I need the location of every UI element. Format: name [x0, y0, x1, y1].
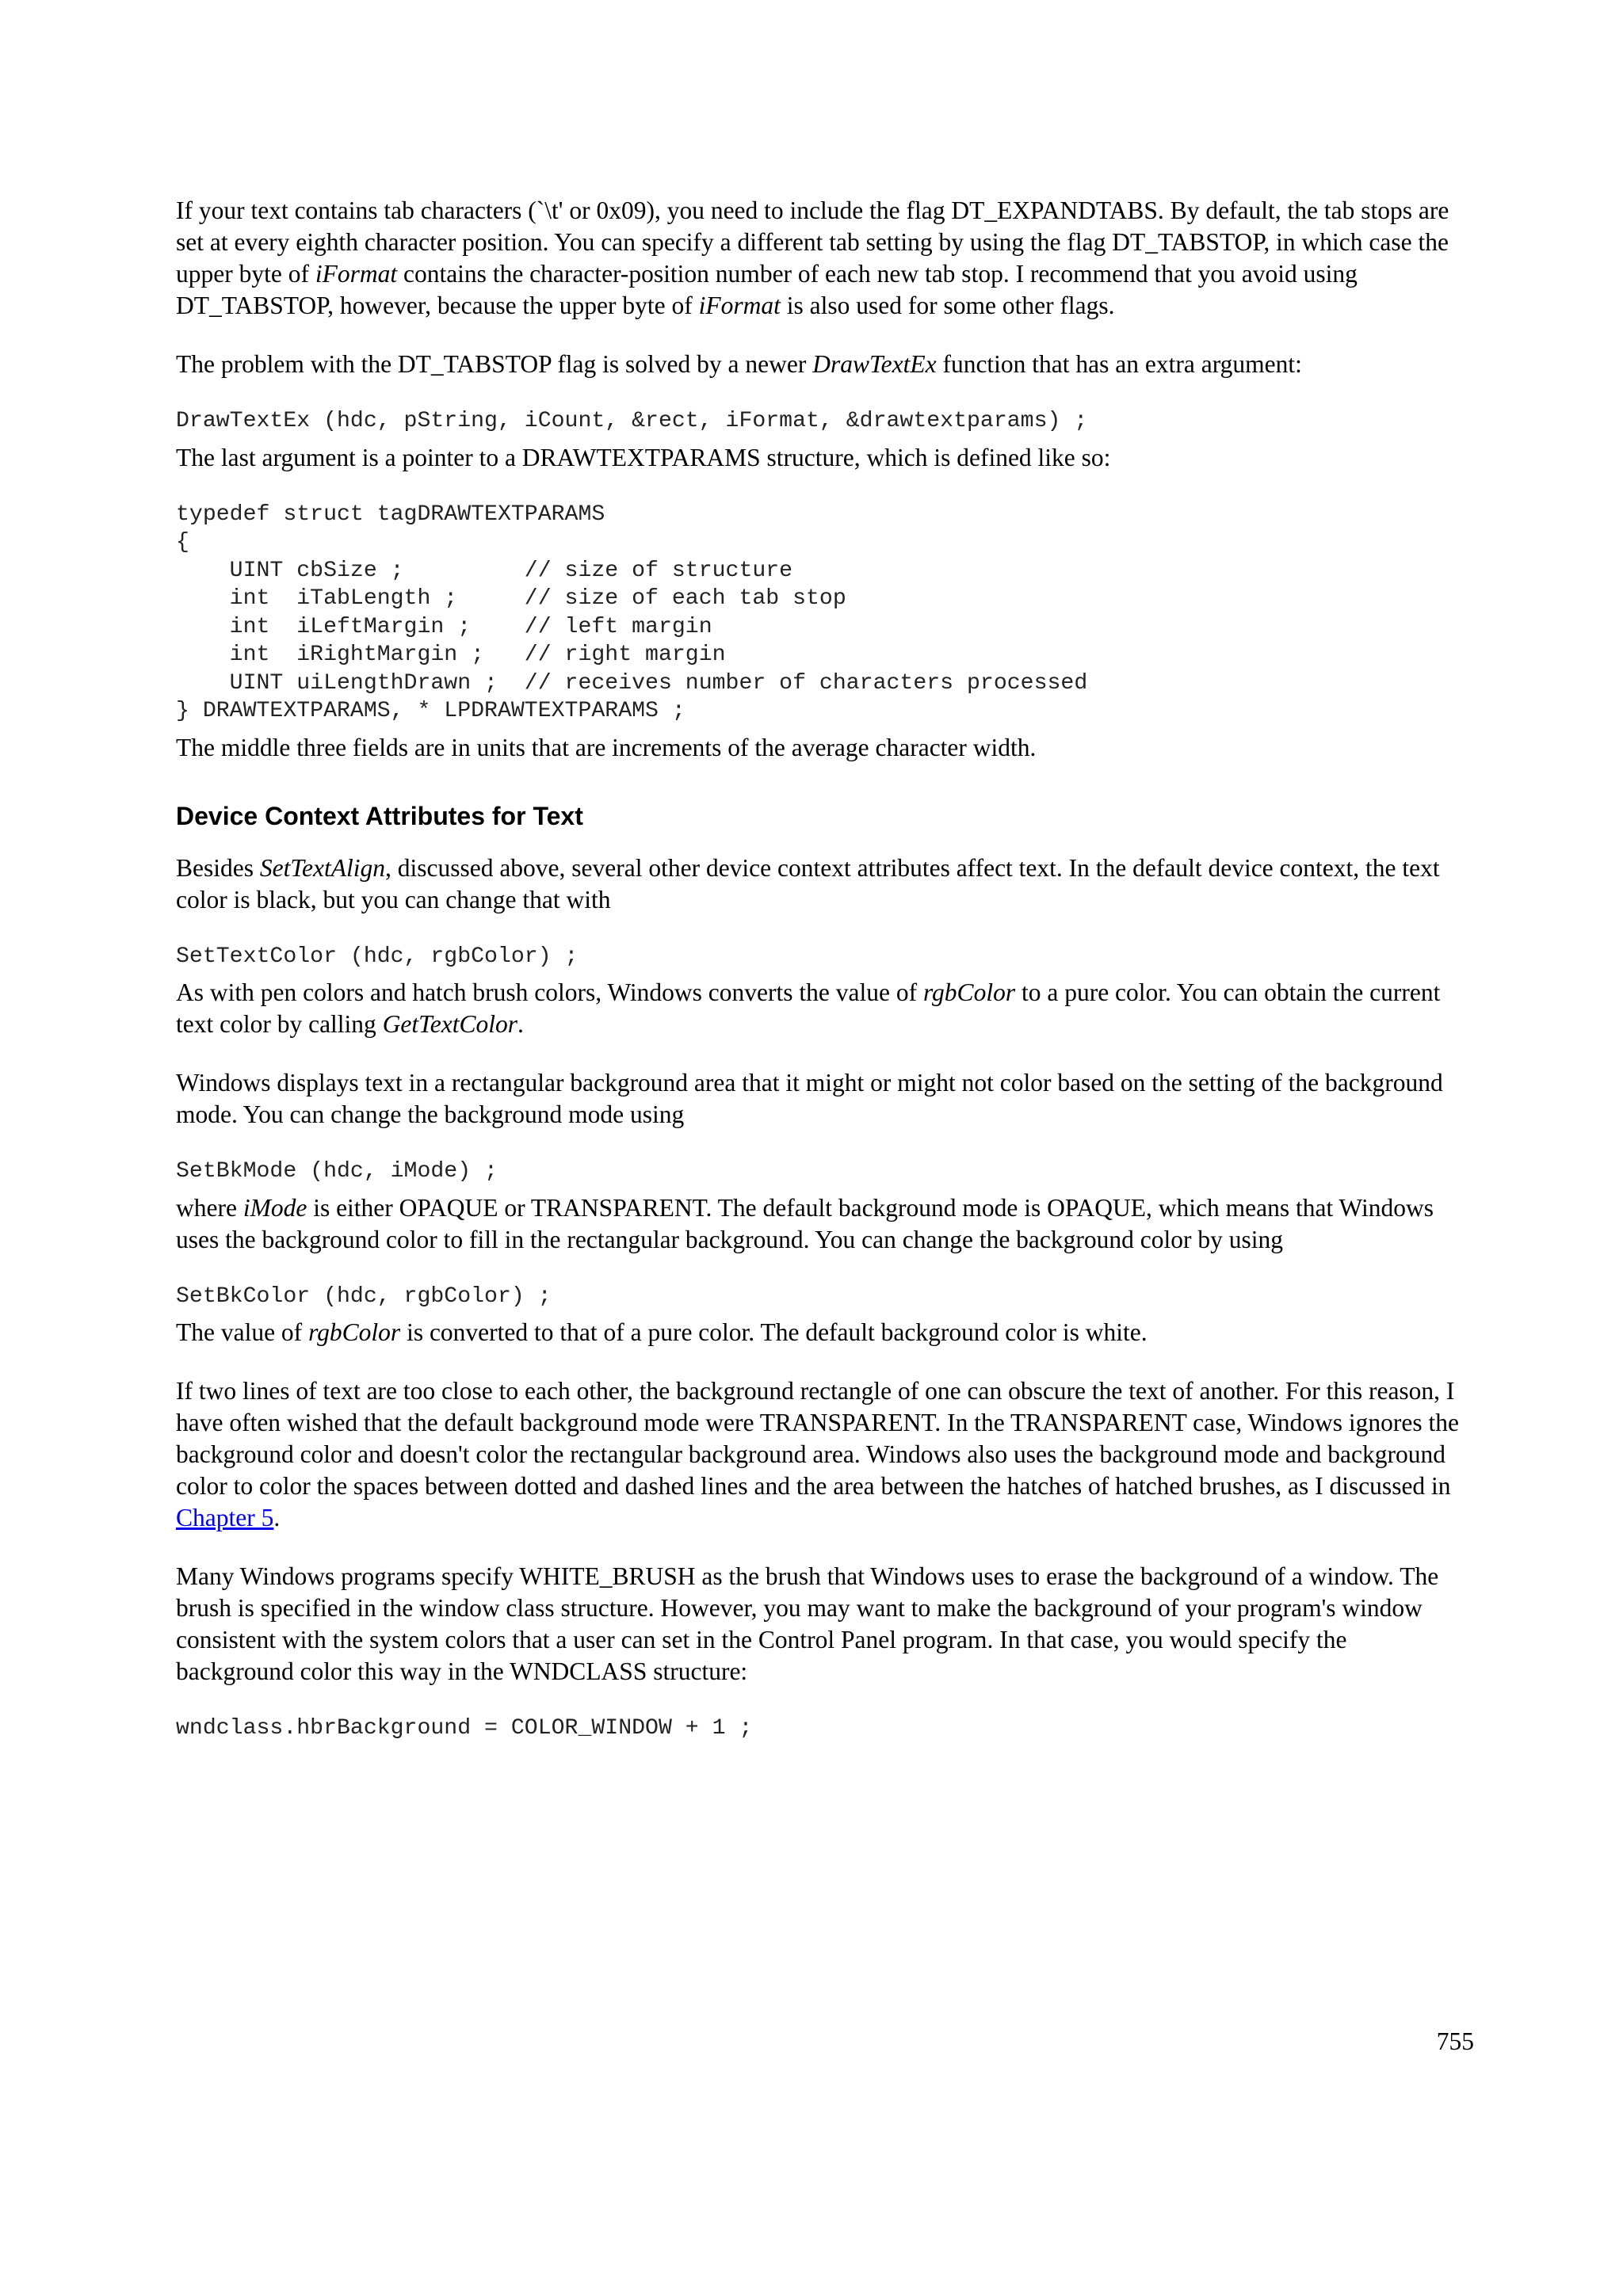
code-drawtextparams-struct: typedef struct tagDRAWTEXTPARAMS { UINT cbSize ; // size of structure int iTabLength ; // size of each tab stop int iLeftMargin ; // left margin int iRightMargin ; // right margin UINT uiLengthDrawn ; // receives number of characters processed } DRAWTEXTPARAMS, * LPDRAWTEXTPARAMS ;: [176, 502, 1088, 723]
paragraph-settextalign: [176, 852, 1468, 916]
code-settextcolor: SetTextColor (hdc, rgbColor) ;: [176, 944, 579, 969]
text-run: .: [517, 1010, 524, 1038]
text-run: is also used for some other flags.: [780, 292, 1115, 319]
italic-term: rgbColor: [922, 978, 1016, 1006]
chapter-5-link[interactable]: Chapter 5: [176, 1504, 274, 1531]
section-heading: Device Context Attributes for Text: [176, 801, 583, 830]
italic-term: DrawTextEx: [812, 350, 937, 378]
text-run: As with pen colors and hatch brush colors, Windows converts the value of: [176, 978, 923, 1006]
code-setbkcolor: SetBkColor (hdc, rgbColor) ;: [176, 1283, 552, 1309]
paragraph-pen-colors: [176, 977, 1468, 1040]
paragraph-transparent-mode: [176, 1375, 1468, 1534]
text-run: is converted to that of a pure color. The default background color is white.: [400, 1318, 1148, 1346]
italic-term: iFormat: [315, 260, 398, 288]
code-setbkmode: SetBkMode (hdc, iMode) ;: [176, 1159, 498, 1184]
code-hbrbackground: wndclass.hbrBackground = COLOR_WINDOW + 1 ;: [176, 1716, 753, 1741]
italic-term: iMode: [242, 1193, 307, 1222]
page-number: 755: [1436, 2027, 1474, 2055]
paragraph-tab-characters: [176, 195, 1468, 322]
text-run: to a pure color. You can obtain the current text color by calling: [176, 978, 1441, 1038]
text-run: The value of: [176, 1318, 309, 1346]
text-run: .: [273, 1504, 281, 1531]
text-run: function that has an extra argument:: [936, 350, 1302, 378]
text-run: contains the character-position number of each new tab stop. I recommend that you avoid using DT_TABSTOP, however, because the upper byte of: [176, 260, 1358, 319]
italic-term: GetTextColor: [382, 1010, 518, 1038]
italic-term: rgbColor: [308, 1318, 401, 1346]
text-run: where: [176, 1193, 243, 1222]
code-drawtextex-call: DrawTextEx (hdc, pString, iCount, &rect, iFormat, &drawtextparams) ;: [176, 409, 1088, 433]
paragraph-imode: [176, 1192, 1468, 1256]
paragraph-drawtextex-intro: [176, 349, 1468, 380]
paragraph-middle-fields: The middle three fields are in units that are increments of the average character width.: [176, 733, 1037, 761]
document-page: [176, 195, 1468, 1749]
paragraph-drawtextparams-intro: The last argument is a pointer to a DRAWTEXTPARAMS structure, which is defined like so:: [176, 443, 1111, 471]
text-run: , discussed above, several other device context attributes affect text. In the default device context, the text color is black, but you can change that with: [176, 853, 1440, 913]
text-run: The problem with the DT_TABSTOP flag is solved by a newer: [176, 350, 813, 378]
italic-term: iFormat: [698, 292, 781, 319]
paragraph-background-area: Windows displays text in a rectangular background area that it might or might not color based on the setting of the background mode. You can change the background mode using: [176, 1069, 1443, 1128]
text-run: is either OPAQUE or TRANSPARENT. The default background mode is OPAQUE, which means that Windows uses the background color to fill in the rectangular background. You can change the background color by using: [176, 1193, 1434, 1253]
paragraph-rgbcolor-value: [176, 1317, 1468, 1348]
text-run: If your text contains tab characters (`\t' or 0x09), you need to include the flag DT_EXPANDTABS. By default, the tab stops are set at every eighth character position. You can specify a different tab setting by using the flag DT_TABSTOP, in which case the upper byte of: [176, 196, 1449, 288]
italic-term: SetTextAlign: [259, 853, 385, 882]
text-run: Besides: [176, 853, 260, 882]
text-run: If two lines of text are too close to each other, the background rectangle of one can obscure the text of another. For this reason, I have often wished that the default background mode were TRANSPARENT. In the TRANSPARENT case, Windows ignores the background color and doesn't color the rectangular background area. Windows also uses the background mode and background color to color the spaces between dotted and dashed lines and the area between the hatches of hatched brushes, as I discussed in: [176, 1377, 1460, 1500]
paragraph-white-brush: Many Windows programs specify WHITE_BRUSH as the brush that Windows uses to erase the background of a window. The brush is specified in the window class structure. However, you may want to make the background of your program's window consistent with the system colors that a user can set in the Control Panel program. In that case, you would specify the background color this way in the WNDCLASS structure:: [176, 1562, 1439, 1685]
